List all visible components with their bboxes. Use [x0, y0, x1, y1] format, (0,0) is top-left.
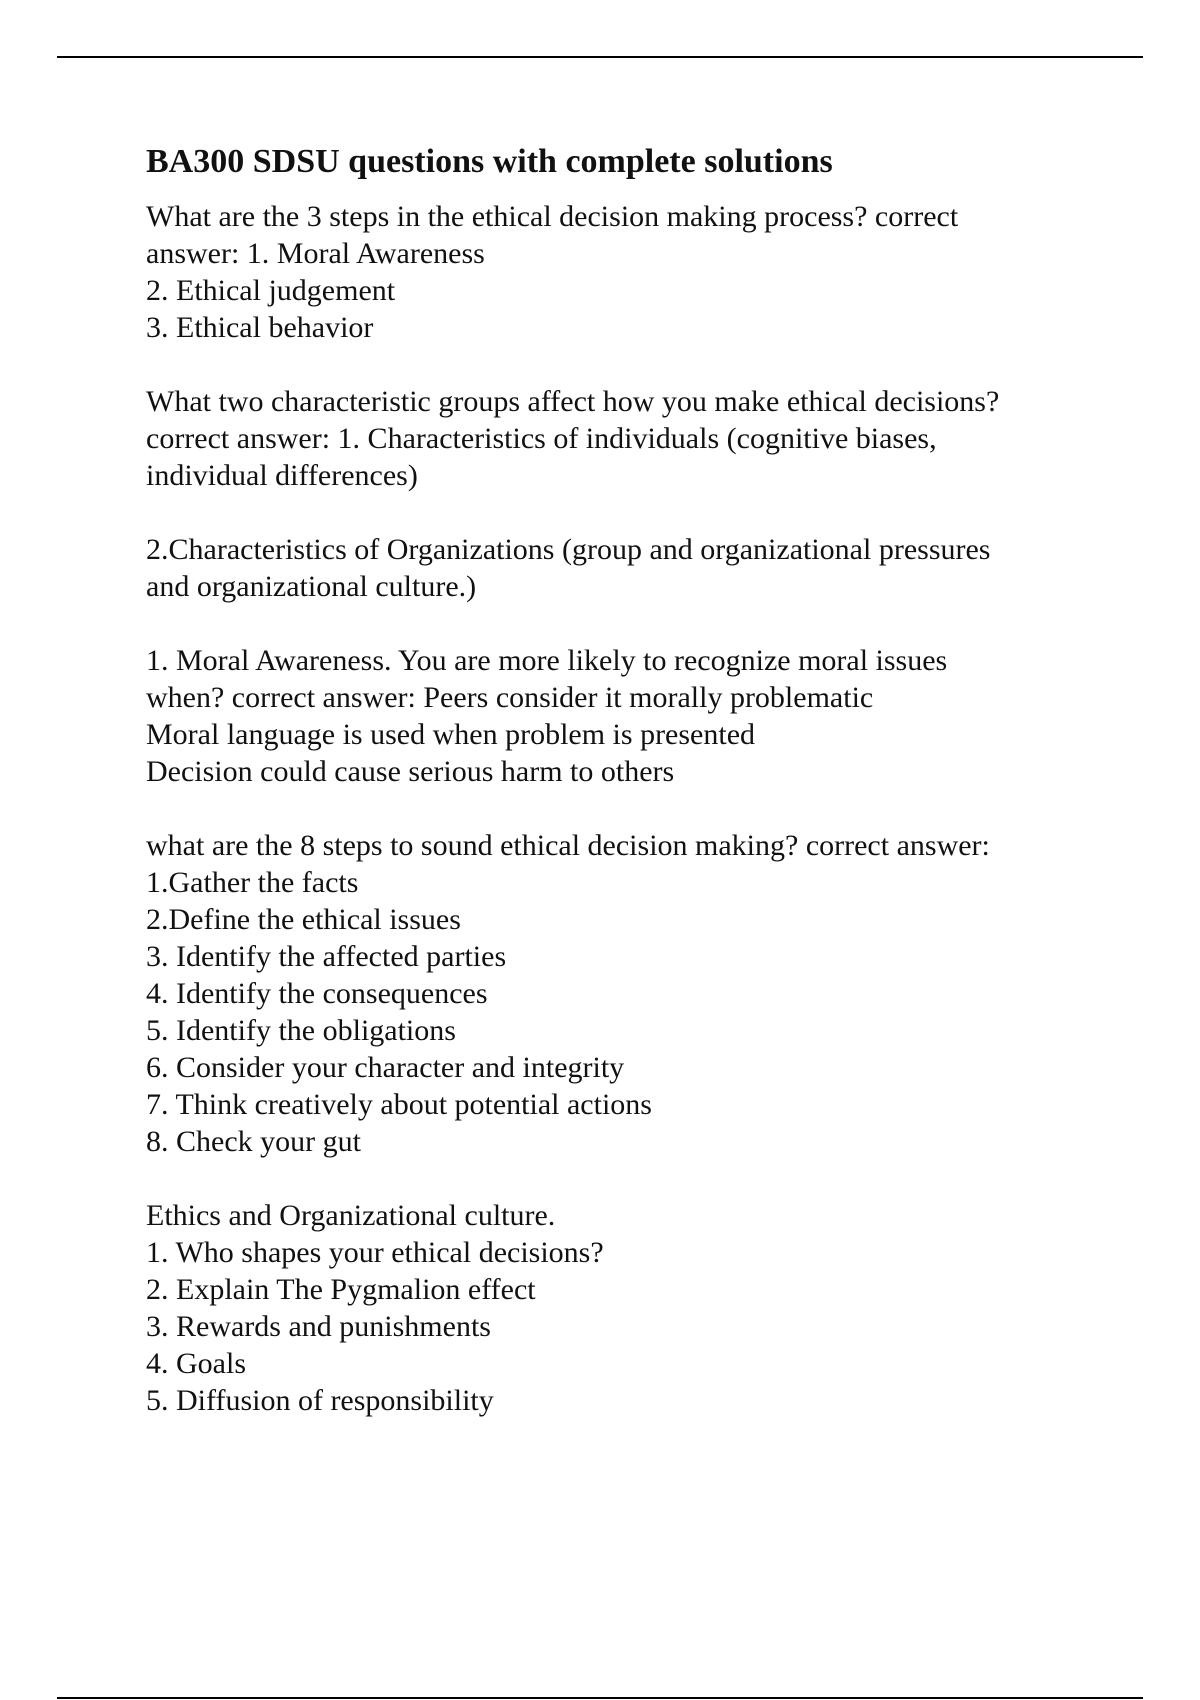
text-line: 2.Characteristics of Organizations (group and organizational pressures: [146, 533, 991, 567]
text-line: 4. Goals: [146, 1347, 246, 1381]
text-line: Ethics and Organizational culture.: [146, 1199, 556, 1233]
text-line: 7. Think creatively about potential actions: [146, 1088, 652, 1122]
text-line: What two characteristic groups affect how you make ethical decisions?: [146, 385, 1000, 419]
qa-block-ethical-steps: [146, 198, 1106, 346]
text-line: Moral language is used when problem is presented: [146, 718, 756, 752]
text-line: What are the 3 steps in the ethical decision making process? correct: [146, 200, 959, 234]
qa-block-moral-awareness: [146, 642, 1106, 790]
text-line: 5. Diffusion of responsibility: [146, 1384, 494, 1418]
text-line: Decision could cause serious harm to others: [146, 755, 675, 789]
document-body: [146, 140, 1106, 1456]
qa-block-organizational-culture: [146, 1197, 1106, 1419]
text-line: what are the 8 steps to sound ethical decision making? correct answer:: [146, 829, 990, 863]
text-line: 4. Identify the consequences: [146, 977, 488, 1011]
text-line: individual differences): [146, 459, 418, 493]
text-line: correct answer: 1. Characteristics of individuals (cognitive biases,: [146, 422, 937, 456]
text-line: 8. Check your gut: [146, 1125, 361, 1159]
footer-rule: [57, 1697, 1143, 1699]
text-line: 2. Ethical judgement: [146, 274, 396, 308]
text-line: 2.Define the ethical issues: [146, 903, 461, 937]
text-line: 3. Ethical behavior: [146, 311, 374, 345]
text-line: when? correct answer: Peers consider it morally problematic: [146, 681, 874, 715]
text-line: 1. Who shapes your ethical decisions?: [146, 1236, 604, 1270]
text-line: and organizational culture.): [146, 570, 477, 604]
text-line: 5. Identify the obligations: [146, 1014, 456, 1048]
text-line: 1.Gather the facts: [146, 866, 359, 900]
text-line: answer: 1. Moral Awareness: [146, 237, 485, 271]
qa-block-organization-characteristics: [146, 531, 1106, 605]
document-title: BA300 SDSU questions with complete solutions: [146, 143, 833, 180]
text-line: 1. Moral Awareness. You are more likely to recognize moral issues: [146, 644, 948, 678]
text-line: 2. Explain The Pygmalion effect: [146, 1273, 536, 1307]
qa-block-eight-steps: [146, 827, 1106, 1160]
text-line: 3. Rewards and punishments: [146, 1310, 491, 1344]
text-line: 6. Consider your character and integrity: [146, 1051, 625, 1085]
text-line: 3. Identify the affected parties: [146, 940, 507, 974]
qa-block-characteristic-groups: [146, 383, 1106, 494]
header-rule: [57, 56, 1143, 58]
